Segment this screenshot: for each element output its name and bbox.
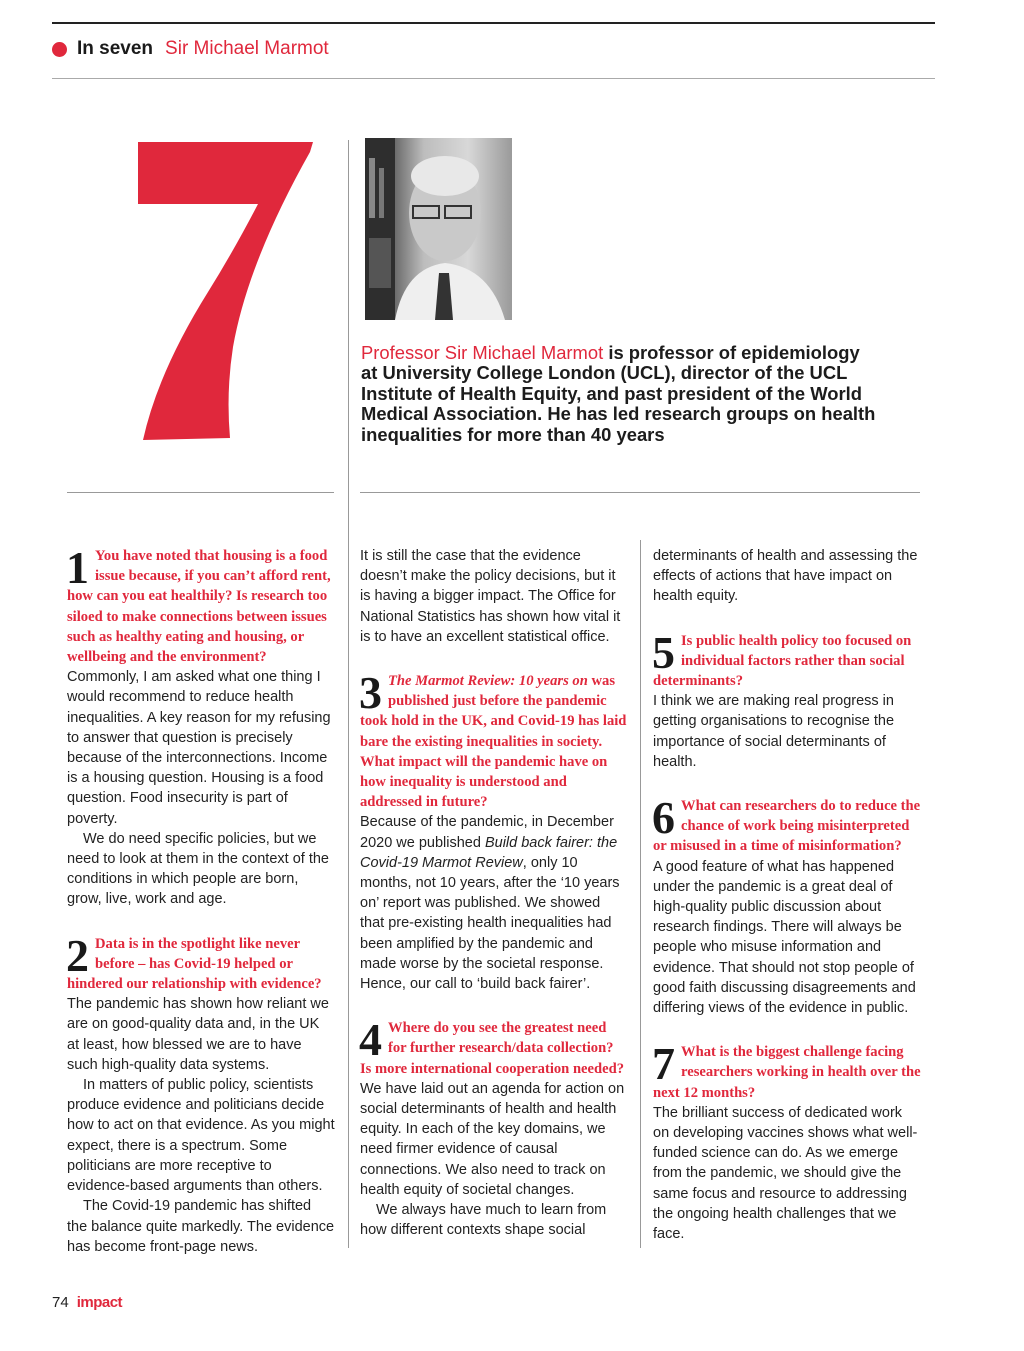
answer-text: The Covid-19 pandemic has shifted the balance quite markedly. The evidence has become front-page news. [67, 1198, 335, 1255]
magazine-brand: impact [76, 1294, 123, 1311]
answer-paragraph [67, 829, 335, 910]
section-rule [360, 492, 920, 493]
answer-paragraph [360, 546, 628, 647]
subject-bio [361, 343, 881, 445]
answer-text: In matters of public policy, scientists produce evidence and politicians decide how to act on that evidence. As you might expect, there is a spectrum. Some politicians are more receptive to evidence-based arguments than others. [67, 1077, 335, 1195]
answer-paragraph [360, 812, 628, 994]
column-divider [640, 540, 641, 1248]
answer-paragraph [360, 1200, 628, 1240]
publication-title: The Marmot Review: 10 years on [388, 673, 588, 690]
publication-title: Build back fairer: the Covid-19 Marmot Review [360, 834, 618, 871]
answer-paragraph [653, 857, 921, 1019]
answer-text: We have laid out an agenda for action on social determinants of health and health equity. In each of the key domains, we need firmer evidence of causal connections. We also need to track on health equity of societal changes. [360, 1080, 625, 1198]
bullet-dot-icon [52, 42, 67, 57]
question [66, 929, 335, 995]
bio-name: Professor Sir Michael Marmot [361, 342, 604, 363]
section-kicker: In seven [77, 38, 154, 59]
question-text: Data is in the spotlight like never before – has Covid-19 helped or hindered our relationship with evidence? [67, 935, 322, 993]
section-rule [67, 492, 334, 493]
page-footer [52, 1294, 122, 1311]
question-text: What is the biggest challenge facing researchers working in health over the next 12 months? [653, 1044, 921, 1101]
answer-paragraph [653, 546, 921, 607]
header-rule [52, 78, 935, 79]
question-number: 4 [359, 1014, 382, 1066]
question [652, 1038, 921, 1103]
answer-text: The brilliant success of dedicated work on developing vaccines shows what well-funded science can do. As we emerge from the pandemic, we should give the same focus and resource to addressing the ongoing health challenges that we face. [653, 1104, 918, 1243]
answer-text: A good feature of what has happened under the pandemic is a great deal of high-quality public discussion about research findings. There will always be people who misuse information and evidence. That should not stop people of good faith discussing disagreements and differing views of the evidence in public. [653, 858, 916, 1017]
column-divider [348, 140, 349, 1248]
question [359, 1014, 628, 1079]
answer-text: The pandemic has shown how reliant we are on good-quality data and, in the UK at least, how blessed we are to have such high-quality data systems. [67, 996, 329, 1073]
top-rule [52, 22, 935, 24]
subject-name: Sir Michael Marmot [165, 38, 329, 59]
article-column-1 [66, 542, 335, 1257]
question-text: The Marmot Review: 10 years on was published just before the pandemic took hold in the UK, and Covid-19 has laid bare the existing inequalities in society. What impact will the pandemic have on how inequality is understood and addressed in future? [360, 673, 627, 811]
answer-text: Commonly, I am asked what one thing I would recommend to reduce health inequalities. A key reason for my refusing to answer that question is precisely because of the interconnections. Income is a housing question. Housing is a food question. Food insecurity is part of poverty. [67, 669, 331, 827]
question-text: Where do you see the greatest need for further research/data collection? Is more international cooperation needed? [360, 1020, 625, 1077]
article-column-3 [653, 546, 921, 1244]
question [652, 792, 921, 857]
question [359, 667, 628, 812]
page-number: 74 [52, 1294, 69, 1311]
answer-paragraph [67, 1196, 335, 1257]
question-number: 6 [652, 792, 675, 844]
question [652, 626, 921, 692]
question-text: What can researchers do to reduce the chance of work being misinterpreted or misused in a time of misinformation? [653, 798, 921, 855]
answer-text: We do need specific policies, but we need to look at them in the context of the conditions in which people are born, grow, live, work and age. [67, 830, 329, 908]
answer-text: We always have much to learn from how different contexts shape social [360, 1202, 607, 1239]
answer-paragraph [67, 1075, 335, 1196]
section-header [52, 38, 329, 60]
bio-text: is professor of epidemiology at University College London (UCL), director of the UCL Institute of Health Equity, and past president of the World Medical Association. He has led research groups on health inequalities for more than 40 years [361, 342, 876, 445]
answer-text: determinants of health and assessing the effects of actions that have impact on health equity. [653, 548, 918, 605]
answer-paragraph [653, 1103, 921, 1244]
question-number: 1 [66, 542, 89, 593]
answer-text: It is still the case that the evidence doesn’t make the policy decisions, but it is having a bigger impact. The Office for National Statistics has shown how vital it is to have an excellent statistical office. [360, 548, 621, 645]
feature-numeral-seven [138, 142, 338, 442]
portrait-photo [365, 138, 512, 320]
answer-paragraph [653, 691, 921, 772]
answer-paragraph [67, 994, 335, 1075]
answer-text: Because of the pandemic, in December 2020 we published [360, 814, 614, 851]
question [66, 542, 335, 667]
article-column-2 [360, 546, 628, 1241]
question-number: 5 [652, 626, 675, 678]
question-text: Is public health policy too focused on individual factors rather than social determinants? [653, 632, 912, 690]
answer-text: , only 10 months, not 10 years, after the ‘10 years on’ report was published. We showed that pre-existing health inequalities had been amplified by the pandemic and made worse by the societal response. Hence, our call to ‘build back fairer’. [360, 854, 620, 993]
answer-text: I think we are making real progress in getting organisations to recognise the importance of social determinants of health. [653, 693, 895, 770]
answer-paragraph [360, 1079, 628, 1200]
question-number: 2 [66, 929, 89, 981]
question-number: 3 [359, 667, 382, 719]
question-text: You have noted that housing is a food issue because, if you can’t afford rent, how can you eat healthily? Is research too siloed to make connections between issues such as healthy eating and housing, or wellbeing and the environment? [67, 548, 331, 666]
question-number: 7 [652, 1038, 675, 1090]
answer-paragraph [67, 667, 335, 829]
